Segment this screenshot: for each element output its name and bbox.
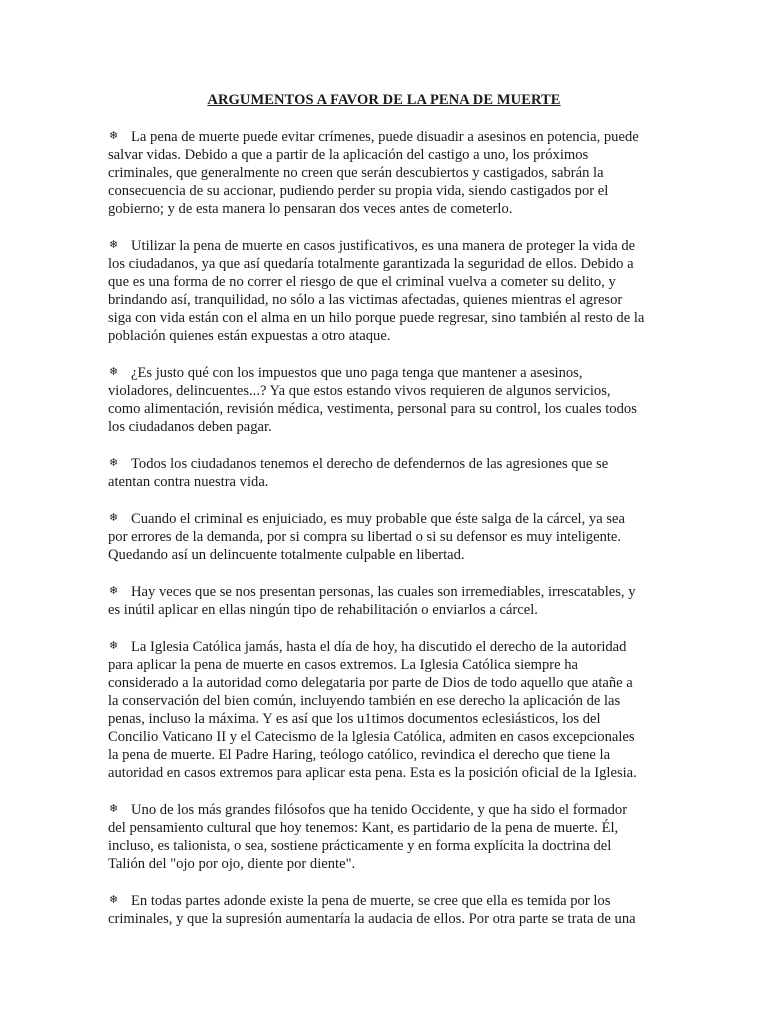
paragraph-line xyxy=(108,454,664,473)
snowflake-bullet-icon: ❄ xyxy=(109,239,119,251)
bullet-paragraph xyxy=(108,454,664,491)
paragraph-line xyxy=(108,236,664,255)
paragraph-line-text: salvar vidas. Debido a que a partir de la aplicación del castigo a uno, los próximos xyxy=(108,147,589,163)
paragraph-line xyxy=(108,509,664,528)
paragraph-line xyxy=(108,855,664,873)
paragraph-line-text: En todas partes adonde existe la pena de muerte, se cree que ella es temida por los xyxy=(131,893,611,909)
paragraph-line xyxy=(108,710,664,728)
snowflake-bullet-icon: ❄ xyxy=(109,640,119,652)
paragraph-line xyxy=(108,674,664,692)
paragraph-line xyxy=(108,819,664,837)
paragraph-line xyxy=(108,146,664,164)
paragraph-line xyxy=(108,582,664,601)
paragraph-line-text: como alimentación, revisión médica, vestimenta, personal para su control, los cuales todos xyxy=(108,401,637,417)
paragraph-line-text: los ciudadanos deben pagar. xyxy=(108,419,272,435)
paragraph-line-text: La Iglesia Católica jamás, hasta el día de hoy, ha discutido el derecho de la autoridad xyxy=(131,639,627,655)
bullet-paragraph xyxy=(108,509,664,564)
paragraph-line-text: los ciudadanos, ya que así quedaría totalmente garantizada la seguridad de ellos. Debido a xyxy=(108,256,634,272)
bullet-paragraph xyxy=(108,236,664,345)
paragraph-line-text: Utilizar la pena de muerte en casos justificativos, es una manera de proteger la vida de xyxy=(131,238,636,254)
paragraph-line-text: la conservación del bien común, incluyendo también en ese derecho la aplicación de las xyxy=(108,693,621,709)
paragraph-line xyxy=(108,382,664,400)
snowflake-bullet-icon: ❄ xyxy=(109,803,119,815)
paragraph-line xyxy=(108,291,664,309)
snowflake-bullet-icon: ❄ xyxy=(109,130,119,142)
paragraph-line xyxy=(108,273,664,291)
paragraph-line xyxy=(108,200,664,218)
paragraph-line-text: para aplicar la pena de muerte en casos extremos. La Iglesia Católica siempre ha xyxy=(108,657,579,673)
snowflake-bullet-icon: ❄ xyxy=(109,585,119,597)
paragraph-line-text: es inútil aplicar en ellas ningún tipo de rehabilitación o enviarlos a cárcel. xyxy=(108,602,538,618)
paragraph-line xyxy=(108,910,664,928)
paragraph-line-text: consecuencia de su accionar, pudiendo perder su propia vida, siendo castigados por el xyxy=(108,183,609,199)
bullet-paragraph xyxy=(108,363,664,436)
bullet-paragraph xyxy=(108,891,664,928)
paragraph-line-text: considerado a la autoridad como delegataria por parte de Dios de todo aquello que atañe a xyxy=(108,675,633,691)
paragraph-line xyxy=(108,637,664,656)
paragraph-line-text: que es una forma de no correr el riesgo de que el criminal vuelva a cometer su delito, y xyxy=(108,274,616,290)
snowflake-bullet-icon: ❄ xyxy=(109,512,119,524)
paragraph-line-text: Quedando así un delincuente totalmente culpable en libertad. xyxy=(108,547,465,563)
paragraph-line xyxy=(108,746,664,764)
paragraph-line xyxy=(108,656,664,674)
paragraph-line xyxy=(108,327,664,345)
paragraph-line-text: Uno de los más grandes filósofos que ha tenido Occidente, y que ha sido el formador xyxy=(131,802,628,818)
paragraph-line-text: criminales, que generalmente no creen que serán descubiertos y castigados, sabrán la xyxy=(108,165,604,181)
document-body xyxy=(108,127,664,946)
snowflake-bullet-icon: ❄ xyxy=(109,457,119,469)
paragraph-line xyxy=(108,728,664,746)
paragraph-line xyxy=(108,891,664,910)
paragraph-line xyxy=(108,418,664,436)
paragraph-line-text: Todos los ciudadanos tenemos el derecho de defendernos de las agresiones que se xyxy=(131,456,609,472)
paragraph-line xyxy=(108,363,664,382)
paragraph-line xyxy=(108,800,664,819)
paragraph-line xyxy=(108,473,664,491)
paragraph-line xyxy=(108,127,664,146)
paragraph-line xyxy=(108,255,664,273)
paragraph-line xyxy=(108,309,664,327)
snowflake-bullet-icon: ❄ xyxy=(109,894,119,906)
paragraph-line-text: la pena de muerte. El Padre Haring, teólogo católico, revindica el derecho que tiene la xyxy=(108,747,611,763)
paragraph-line-text: penas, incluso la máxima. Y es así que los u1timos documentos eclesiásticos, los del xyxy=(108,711,601,727)
paragraph-line-text: atentan contra nuestra vida. xyxy=(108,474,269,490)
paragraph-line xyxy=(108,837,664,855)
paragraph-line-text: incluso, es talionista, o sea, sostiene prácticamente y en forma explícita la doctrina del xyxy=(108,838,612,854)
paragraph-line-text: Cuando el criminal es enjuiciado, es muy probable que éste salga de la cárcel, ya sea xyxy=(131,511,625,527)
paragraph-line-text: autoridad en casos extremos para aplicar esta pena. Esta es la posición oficial de la Iglesia. xyxy=(108,765,637,781)
paragraph-line-text: Talión del "ojo por ojo, diente por diente". xyxy=(108,856,356,872)
paragraph-line-text: siga con vida están con el alma en un hilo porque puede regresar, sino también al resto de la xyxy=(108,310,645,326)
paragraph-line xyxy=(108,601,664,619)
paragraph-line-text: criminales, y que la supresión aumentaría la audacia de ellos. Por otra parte se trata de una xyxy=(108,911,636,927)
paragraph-line xyxy=(108,692,664,710)
bullet-paragraph xyxy=(108,582,664,619)
paragraph-line xyxy=(108,400,664,418)
paragraph-line-text: La pena de muerte puede evitar crímenes, puede disuadir a asesinos en potencia, puede xyxy=(131,129,639,145)
paragraph-line-text: Concilio Vaticano II y el Catecismo de la lglesia Católica, admiten en casos excepcionales xyxy=(108,729,635,745)
paragraph-line xyxy=(108,182,664,200)
snowflake-bullet-icon: ❄ xyxy=(109,366,119,378)
paragraph-line-text: ¿Es justo qué con los impuestos que uno paga tenga que mantener a asesinos, xyxy=(131,365,583,381)
bullet-paragraph xyxy=(108,127,664,218)
paragraph-line xyxy=(108,164,664,182)
paragraph-line xyxy=(108,764,664,782)
bullet-paragraph xyxy=(108,800,664,873)
paragraph-line-text: por errores de la demanda, por si compra su libertad o si su defensor es muy inteligente. xyxy=(108,529,622,545)
paragraph-line-text: Hay veces que se nos presentan personas, las cuales son irremediables, irrescatables, y xyxy=(131,584,636,600)
paragraph-line-text: gobierno; y de esta manera lo pensaran dos veces antes de cometerlo. xyxy=(108,201,513,217)
paragraph-line-text: brindando así, tranquilidad, no sólo a las victimas afectadas, quienes mientras el agresor xyxy=(108,292,623,308)
paragraph-line-text: población quienes están expuestas a otro ataque. xyxy=(108,328,391,344)
paragraph-line xyxy=(108,528,664,546)
paragraph-line-text: violadores, delincuentes...? Ya que estos estando vivos requieren de algunos servicios, xyxy=(108,383,611,399)
paragraph-line-text: del pensamiento cultural que hoy tenemos: Kant, es partidario de la pena de muerte. Él, xyxy=(108,820,619,836)
paragraph-line xyxy=(108,546,664,564)
document-title: ARGUMENTOS A FAVOR DE LA PENA DE MUERTE xyxy=(207,92,561,108)
bullet-paragraph xyxy=(108,637,664,782)
